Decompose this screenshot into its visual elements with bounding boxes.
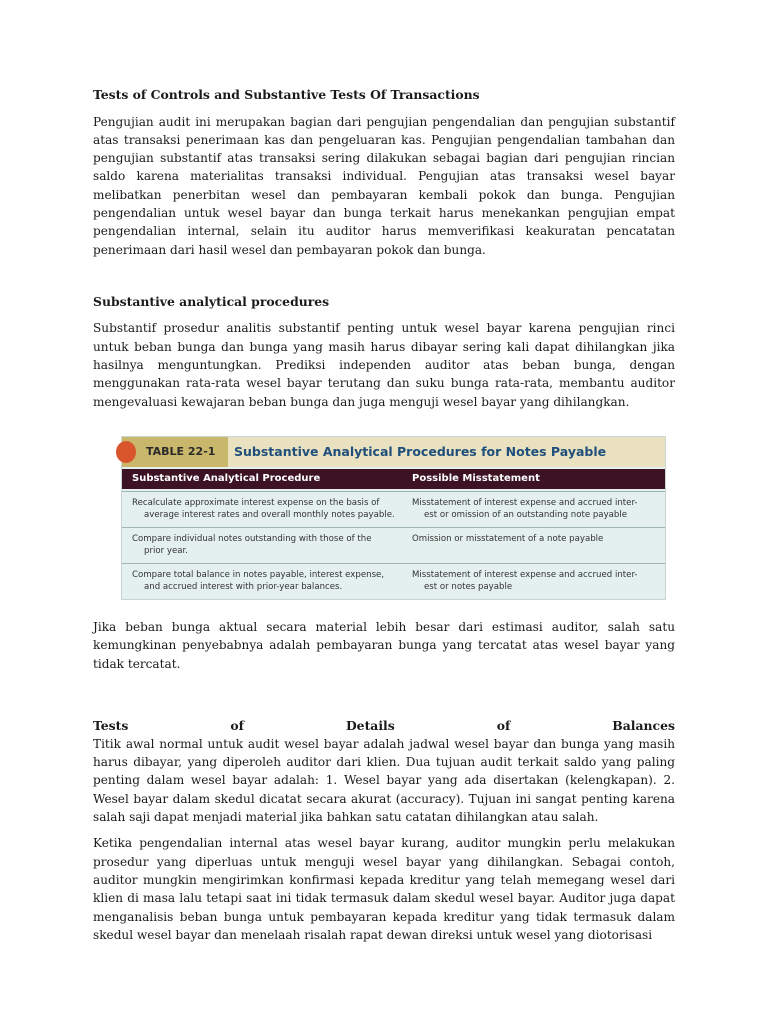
table-row — [122, 563, 665, 599]
section-heading-tests-of-details — [93, 717, 675, 735]
table-header-misstatement: Possible Misstatement — [412, 473, 540, 484]
table-cell-misstatement — [412, 533, 657, 545]
paragraph-internal-control: Ketika pengendalian internal atas wesel bayar kurang, auditor mungkin perlu melakukan prosedur yang diperluas untuk menguji wesel bayar yang dihilangkan. Sebagai contoh, auditor mungkin mengirimkan konfirmasi kepada kreditur yang telah memegang wesel dari klien di masa lalu tetapi saat ini tidak termasuk dalam skedul wesel bayar. Auditor juga dapat menganalisis beban bunga untuk pembayaran kepada kreditur yang tidak termasuk dalam skedul wesel bayar dan menelaah risalah rapat dewan direksi untuk wesel yang diotorisasi — [93, 836, 675, 942]
badge-dot-icon — [116, 441, 136, 463]
table-cell-misstatement — [412, 569, 657, 593]
table-cell-procedure — [132, 533, 402, 557]
cell-text: Omission or misstatement of a note payable — [412, 534, 604, 544]
table-header-procedure: Substantive Analytical Procedure — [132, 473, 321, 484]
cell-text: Misstatement of interest expense and accrued inter- — [412, 570, 638, 580]
cell-text: est or omission of an outstanding note payable — [424, 510, 628, 520]
table-cell-misstatement — [412, 497, 657, 521]
heading-word: of — [496, 717, 511, 733]
table-cell-procedure — [132, 497, 402, 521]
paragraph-interest-comparison: Jika beban bunga aktual secara material lebih besar dari estimasi auditor, salah satu kemungkinan penyebabnya adalah pembayaran bunga yang tercatat atas wesel bayar yang tidak tercatat. — [93, 620, 675, 671]
heading-word: Details — [345, 717, 395, 733]
table-badge-label: TABLE 22-1 — [146, 445, 216, 458]
section-heading-tests-of-controls: Tests of Controls and Substantive Tests Of Transactions — [93, 87, 480, 102]
table-row — [122, 527, 665, 563]
cell-text: Compare total balance in notes payable, interest expense, — [132, 570, 385, 580]
document-page-continued — [93, 618, 675, 944]
paragraph-tests-of-details: Titik awal normal untuk audit wesel bayar adalah jadwal wesel bayar dan bunga yang masih harus dibayar, yang diperoleh auditor dari klien. Dua tujuan audit terkait saldo yang paling penting dalam wesel bayar adalah: 1. Wesel bayar yang ada disertakan (kelengkapan). 2. Wesel bayar dalam skedul dicatat secara akurat (accuracy). Tujuan ini sangat penting karena salah saji dapat menjadi material jika bahkan satu catatan dihilangkan atau salah. — [93, 736, 675, 825]
heading-word: of — [230, 717, 244, 733]
cell-text: prior year. — [144, 546, 189, 556]
paragraph-tests-of-controls: Pengujian audit ini merupakan bagian dari pengujian pengendalian dan pengujian substantif atas transaksi penerimaan kas dan pengeluaran kas. Pengujian pengendalian tambahan dan pengujian substantif atas transaksi sering dilakukan sebagai bagian dari pengujian rincian saldo karena materialitas transaksi individual. Pengujian atas transaksi wesel bayar melibatkan penerbitan wesel dan pembayaran kembali pokok dan bunga. Pengujian pengendalian untuk wesel bayar dan bunga terkait harus menekankan pengujian empat pengendalian internal, selain itu auditor harus memverifikasi keakuratan pencatatan penerimaan dari hasil wesel dan pembayaran pokok dan bunga. — [93, 114, 675, 257]
section-heading-analytical-procedures: Substantive analytical procedures — [93, 293, 330, 309]
cell-text: average interest rates and overall monthly notes payable. — [144, 510, 395, 520]
heading-word: Tests — [93, 717, 129, 733]
table-badge — [122, 437, 228, 467]
table-header-row — [122, 469, 665, 489]
table-row — [122, 491, 665, 527]
table-cell-procedure — [132, 569, 402, 593]
table-title-bar — [122, 437, 665, 467]
cell-text: Recalculate approximate interest expense on the basis of — [132, 498, 380, 508]
cell-text: and accrued interest with prior-year balances. — [144, 582, 343, 592]
heading-word: Balances — [612, 717, 675, 733]
paragraph-analytical-procedures: Substantif prosedur analitis substantif penting untuk wesel bayar karena pengujian rinci untuk beban bunga dan bunga yang masih harus dibayar sering kali dapat dihilangkan jika hasilnya menguntungkan. Prediksi independen auditor atas beban bunga, dengan menggunakan rata-rata wesel bayar terutang dan suku bunga rata-rata, membantu auditor mengevaluasi kewajaran beban bunga dan juga menguji wesel bayar yang dihilangkan. — [93, 321, 675, 409]
table-title: Substantive Analytical Procedures for Notes Payable — [234, 444, 607, 459]
cell-text: est or notes payable — [424, 582, 513, 592]
cell-text: Misstatement of interest expense and accrued inter- — [412, 498, 638, 508]
cell-text: Compare individual notes outstanding with those of the — [132, 534, 372, 544]
document-page — [93, 86, 675, 411]
table-figure — [121, 436, 666, 600]
